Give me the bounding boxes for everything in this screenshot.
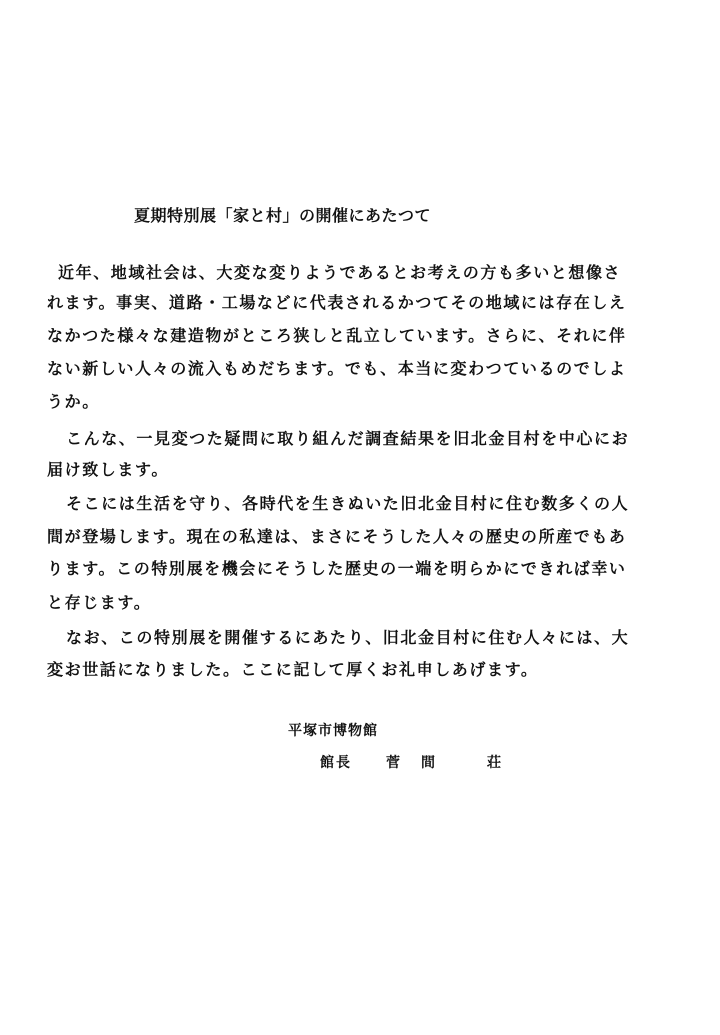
signature-name-part: 菅 [386,755,400,771]
body-line: 変お世話になりました。ここに記して厚くお礼申しあげます。 [47,660,539,679]
body-line: こんな、一見変つた疑問に取り組んだ調査結果を旧北金目村を中心にお [66,429,630,448]
document-title: 夏期特別展「家と村」の開催にあたつて [134,206,432,225]
body-line: そこには生活を守り、各時代を生きぬいた旧北金目村に住む数多くの人 [66,494,630,513]
signature-position: 館長 [320,755,352,771]
signature-name-part: 間 [421,755,435,771]
body-line: うか。 [47,392,100,411]
body-line: れます。事実、道路・工場などに代表されるかつてその地域には存在しえ [47,293,627,312]
body-line: 届け致します。 [47,460,169,479]
body-line: なかつた様々な建造物がところ狭しと乱立しています。さらに、それに伴 [47,326,627,345]
body-line: ります。この特別展を機会にそうした歴史の一端を明らかにできれば幸い [47,559,627,578]
body-line: 間が登場します。現在の私達は、まさにそうした人々の歴史の所産でもあ [47,527,627,546]
body-line: ない新しい人々の流入もめだちます。でも、本当に変わつているのでしよ [47,359,627,378]
body-line: 近年、地域社会は、大変な変りようであるとお考えの方も多いと想像さ [58,263,622,282]
signature-organization: 平塚市博物館 [288,723,378,739]
body-line: と存じます。 [47,593,152,612]
body-line: なお、この特別展を開催するにあたり、旧北金目村に住む人々には、大 [66,628,630,647]
signature-name-part: 荘 [487,755,501,771]
